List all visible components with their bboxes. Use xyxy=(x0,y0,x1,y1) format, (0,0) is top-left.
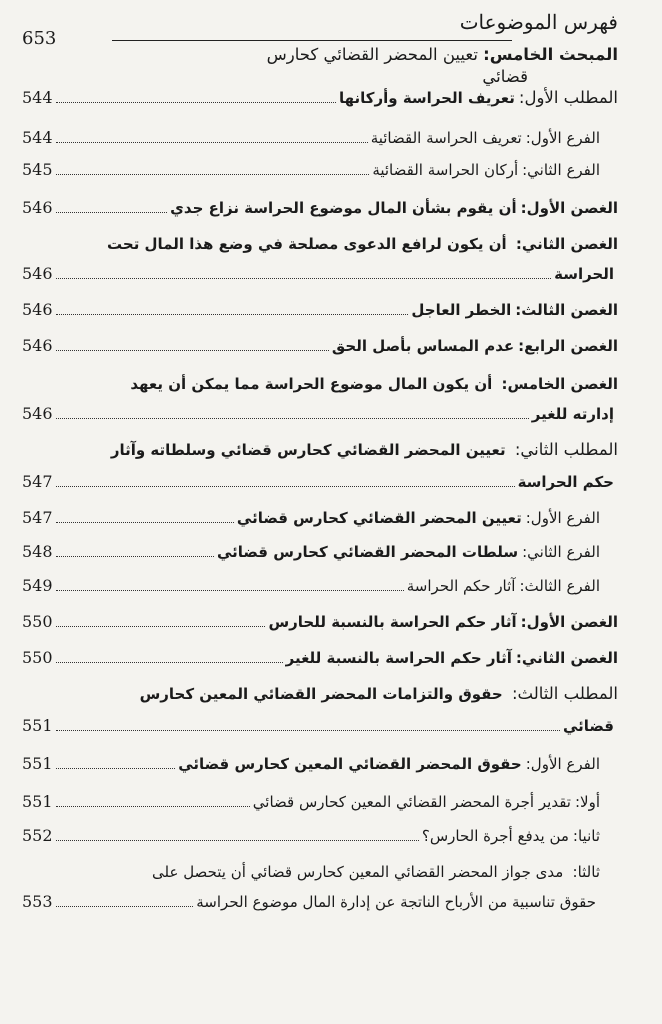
leader-dots xyxy=(56,474,515,487)
header-page-number: 653 xyxy=(22,28,57,49)
entry-title: حقوق المحضر القضائي المعين كحارس قضائي xyxy=(178,755,522,773)
toc-entry-line2[interactable] xyxy=(22,472,618,492)
entry-label: الغصن الأول: xyxy=(520,613,618,631)
entry-page: 547 xyxy=(22,508,53,527)
entry-title: تقدير أجرة المحضر القضائي المعين كحارس قضائي xyxy=(252,793,571,811)
leader-dots xyxy=(56,578,404,591)
leader-dots xyxy=(56,162,370,175)
entry-title-continued: إدارته للغير xyxy=(531,405,614,423)
toc-entry[interactable] xyxy=(22,198,618,218)
toc-entry-line1[interactable] xyxy=(22,374,618,394)
section-title-line1: تعيين المحضر القضائي كحارس xyxy=(266,45,478,64)
entry-label: الغصن الأول: xyxy=(520,199,618,217)
entry-label: الفرع الأول: xyxy=(525,509,600,527)
toc-entry[interactable] xyxy=(22,300,618,320)
entry-page: 553 xyxy=(22,892,53,911)
leader-dots xyxy=(56,130,368,143)
entry-label: الفرع الثالث: xyxy=(519,577,600,595)
leader-dots xyxy=(56,756,176,769)
toc-entry-line2[interactable] xyxy=(22,264,618,284)
entry-title: عدم المساس بأصل الحق xyxy=(331,337,515,355)
toc-entry[interactable] xyxy=(22,128,600,148)
entry-title: تعيين المحضر القضائي كحارس قضائي xyxy=(236,509,522,527)
toc-entry[interactable] xyxy=(22,754,600,774)
entry-page: 549 xyxy=(22,576,53,595)
entry-title: تعريف الحراسة القضائية xyxy=(370,129,522,147)
toc-entry[interactable] xyxy=(22,826,600,846)
toc-entry[interactable] xyxy=(22,88,618,108)
toc-entry-line1[interactable] xyxy=(22,862,600,882)
entry-label: ثانيا: xyxy=(572,827,600,845)
entry-label: الغصن الرابع: xyxy=(518,337,618,355)
leader-dots xyxy=(56,406,529,419)
leader-dots xyxy=(56,90,336,103)
entry-title-continued: حكم الحراسة xyxy=(517,473,614,491)
entry-page: 546 xyxy=(22,336,53,355)
leader-dots xyxy=(56,650,283,663)
entry-title: آثار حكم الحراسة بالنسبة للغير xyxy=(285,649,512,667)
toc-entry-line2[interactable] xyxy=(22,892,600,912)
entry-page: 550 xyxy=(22,648,53,667)
entry-page: 544 xyxy=(22,128,53,147)
toc-entry[interactable] xyxy=(22,648,618,668)
entry-label: الفرع الأول: xyxy=(525,755,600,773)
entry-page: 551 xyxy=(22,792,53,811)
entry-page: 552 xyxy=(22,826,53,845)
entry-page: 551 xyxy=(22,754,53,773)
section-heading xyxy=(138,44,618,88)
toc-entry[interactable] xyxy=(22,576,600,596)
section-lead: المبحث الخامس: xyxy=(483,45,618,64)
leader-dots xyxy=(56,828,419,841)
entry-label: الفرع الثاني: xyxy=(522,161,600,179)
entry-label: الغصن الثاني: xyxy=(515,649,618,667)
entry-title: من يدفع أجرة الحارس؟ xyxy=(421,827,569,845)
entry-label: أولا: xyxy=(574,793,600,811)
toc-entry[interactable] xyxy=(22,542,600,562)
entry-title: أن يقوم بشأن المال موضوع الحراسة نزاع جدي xyxy=(170,199,517,217)
leader-dots xyxy=(56,614,266,627)
toc-entry-line1[interactable] xyxy=(22,440,618,460)
entry-title: أن يكون لرافع الدعوى مصلحة في وضع هذا المال تحت xyxy=(107,235,507,253)
entry-page: 546 xyxy=(22,404,53,423)
entry-page: 547 xyxy=(22,472,53,491)
leader-dots xyxy=(56,200,168,213)
entry-title: الخطر العاجل xyxy=(411,301,512,319)
entry-label: الغصن الخامس: xyxy=(501,375,618,393)
section-title-line2: قضائي xyxy=(482,67,528,86)
entry-title: تعيين المحضر القضائي كحارس قضائي وسلطاته وآثار xyxy=(110,441,506,459)
leader-dots xyxy=(56,266,552,279)
entry-label: ثالثا: xyxy=(572,863,600,881)
toc-entry-line2[interactable] xyxy=(22,716,618,736)
entry-page: 546 xyxy=(22,300,53,319)
entry-label: الغصن الثالث: xyxy=(515,301,618,319)
entry-title: أركان الحراسة القضائية xyxy=(372,161,519,179)
entry-title: تعريف الحراسة وأركانها xyxy=(338,89,515,107)
entry-label: الفرع الثاني: xyxy=(522,543,600,561)
entry-title-continued: الحراسة xyxy=(554,265,614,283)
entry-page: 545 xyxy=(22,160,53,179)
header-rule xyxy=(112,40,512,41)
toc-entry[interactable] xyxy=(22,160,600,180)
running-header-title: فهرس الموضوعات xyxy=(459,10,618,34)
entry-page: 550 xyxy=(22,612,53,631)
entry-page: 546 xyxy=(22,264,53,283)
entry-label: المطلب الثاني: xyxy=(514,440,618,459)
toc-entry[interactable] xyxy=(22,792,600,812)
entry-title: مدى جواز المحضر القضائي المعين كحارس قضائي أن يتحصل على xyxy=(152,863,564,881)
leader-dots xyxy=(56,302,409,315)
toc-entry[interactable] xyxy=(22,612,618,632)
entry-title: سلطات المحضر القضائي كحارس قضائي xyxy=(216,543,519,561)
leader-dots xyxy=(56,794,250,807)
leader-dots xyxy=(56,544,214,557)
leader-dots xyxy=(56,894,194,907)
toc-entry[interactable] xyxy=(22,336,618,356)
entry-title-continued: قضائي xyxy=(562,717,614,735)
entry-title: حقوق والتزامات المحضر القضائي المعين كحارس xyxy=(139,685,503,703)
entry-title: آثار حكم الحراسة بالنسبة للحارس xyxy=(268,613,517,631)
entry-title: آثار حكم الحراسة xyxy=(406,577,516,595)
leader-dots xyxy=(56,338,329,351)
entry-page: 551 xyxy=(22,716,53,735)
entry-label: الغصن الثاني: xyxy=(515,235,618,253)
entry-page: 548 xyxy=(22,542,53,561)
toc-entry-line2[interactable] xyxy=(22,404,618,424)
entry-title-continued: حقوق تناسبية من الأرباح الناتجة عن إدارة المال موضوع الحراسة xyxy=(196,893,596,911)
entry-page: 544 xyxy=(22,88,53,107)
toc-entry[interactable] xyxy=(22,508,600,528)
leader-dots xyxy=(56,718,560,731)
toc-entry-line1[interactable] xyxy=(22,684,618,704)
toc-entry-line1[interactable] xyxy=(22,234,618,254)
leader-dots xyxy=(56,510,234,523)
entry-title: أن يكون المال موضوع الحراسة مما يمكن أن يعهد xyxy=(130,375,493,393)
entry-label: المطلب الثالث: xyxy=(511,684,618,703)
entry-label: المطلب الأول: xyxy=(518,88,618,107)
entry-label: الفرع الأول: xyxy=(525,129,600,147)
entry-page: 546 xyxy=(22,198,53,217)
